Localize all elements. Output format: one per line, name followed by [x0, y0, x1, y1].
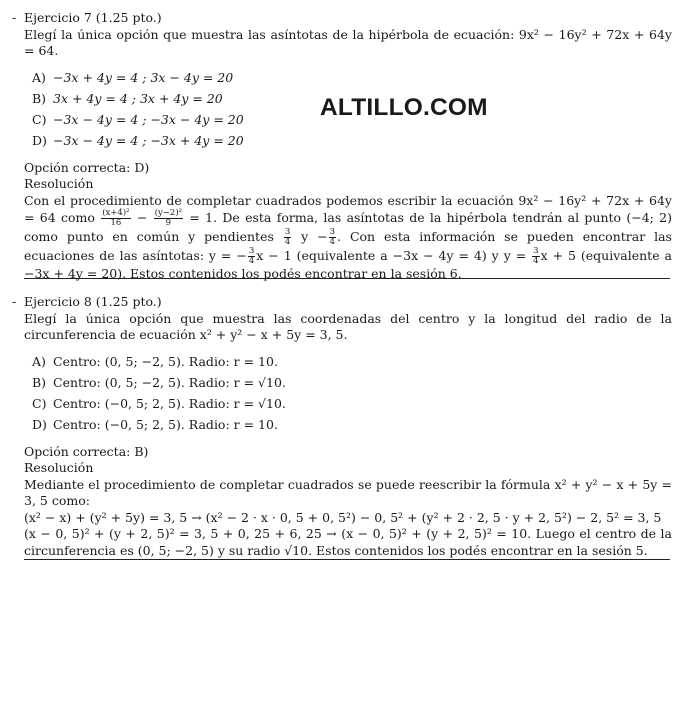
options-list: [32, 67, 672, 151]
fraction: $\frac{\text{(x+4)²}}{16}$: [102, 208, 130, 228]
option-a: A) −3x + 4y = 4 ; 3x − 4y = 20: [32, 69, 234, 85]
section-divider: [24, 559, 670, 560]
resolution-label: Resolución: [24, 460, 94, 475]
exercise-8-heading: [12, 294, 672, 311]
resolution-text: Mediante el procedimiento de completar cuadrados se puede reescribir la fórmula x² + y² − x + 5y = 3, 5 como: (x² − x) + (y² + 5y) = 3, 5 → (x² − 2 · x · 0, 5 + 0, 5²) − 0, 5² + (y² + 2 · 2, 5 · y + 2, 5²) − 2, 5² = 3, 5 (x − 0, 5)² + (y + 2, 5)² = 3, 5 + 0, 25 + 6, 25 → (x − 0, 5)² + (y + 2, 5)² = 10. Luego el centro de la circunferencia es (0, 5; −2, 5) y su radio √10. Estos contenidos los podés encontrar en la sesión 5.: [24, 476, 672, 558]
exercise-8: [12, 294, 672, 559]
exercise-title: Ejercicio 8 (1.25 pto.): [24, 294, 162, 309]
option-a: A) Centro: (0, 5; −2, 5). Radio: r = 10.: [32, 353, 278, 369]
options-list: [32, 351, 672, 435]
exercise-title: Ejercicio 7 (1.25 pto.): [24, 10, 162, 25]
bullet-dash: -: [12, 294, 17, 309]
exercise-statement: Elegí la única opción que muestra las asíntotas de la hipérbola de ecuación: 9x² − 16y² + 72x + 64y = 64.: [24, 26, 672, 58]
resolution-label: Resolución: [24, 176, 94, 191]
fraction: $\frac{3}{4}$: [329, 227, 336, 247]
bullet-dash: -: [12, 10, 17, 25]
option-c: C) −3x − 4y = 4 ; −3x − 4y = 20: [32, 111, 244, 127]
section-divider: [24, 278, 670, 279]
fraction: $\frac{3}{4}$: [248, 246, 255, 266]
option-d: D) −3x − 4y = 4 ; −3x + 4y = 20: [32, 132, 244, 148]
exercise-7-heading: [12, 10, 672, 27]
option-c: C) Centro: (−0, 5; 2, 5). Radio: r = √10.: [32, 395, 286, 411]
fraction: $\frac{\text{(y−2)²}}{9}$: [154, 208, 183, 228]
watermark-logo: ALTILLO.COM: [320, 94, 488, 121]
option-b: B) Centro: (0, 5; −2, 5). Radio: r = √10.: [32, 374, 286, 390]
fraction: $\frac{3}{4}$: [533, 246, 539, 266]
correct-answer: Opción correcta: D): [24, 159, 150, 175]
fraction: $\frac{3}{4}$: [284, 227, 291, 247]
option-b: B) 3x + 4y = 4 ; 3x + 4y = 20: [32, 90, 223, 106]
exercise-statement: Elegí la única opción que muestra las coordenadas del centro y la longitud del radio de la circunferencia de ecuación x² + y² − x + 5y = 3, 5.: [24, 310, 672, 342]
correct-answer: Opción correcta: B): [24, 443, 149, 459]
option-d: D) Centro: (−0, 5; 2, 5). Radio: r = 10.: [32, 416, 278, 432]
resolution-text: Con el procedimiento de completar cuadrados podemos escribir la ecuación 9x² − 16y² + 72x + 64y = 64 como $\frac{\text{(x+4)²}}{16}$ − $\frac{\text{(y−2)²}}{9}$ = 1. De esta forma, las asíntotas de la hipérbola tendrán al punto (−4; 2) como punto en común y pendientes $\frac{3}{4}$ y − $\frac{3}{4}$ . Con esta información se pueden encontrar las ecuaciones de las asíntotas: y = − $\frac{3}{4}$ x − 1 (equivalente a −3x − 4y = 4) y y = $\frac{3}{4}$ x + 5 (equivalente a −3x + 4y = 20). Estos contenidos los podés encontrar en la sesión 6.: [24, 192, 672, 281]
exercise-7: [12, 10, 672, 283]
